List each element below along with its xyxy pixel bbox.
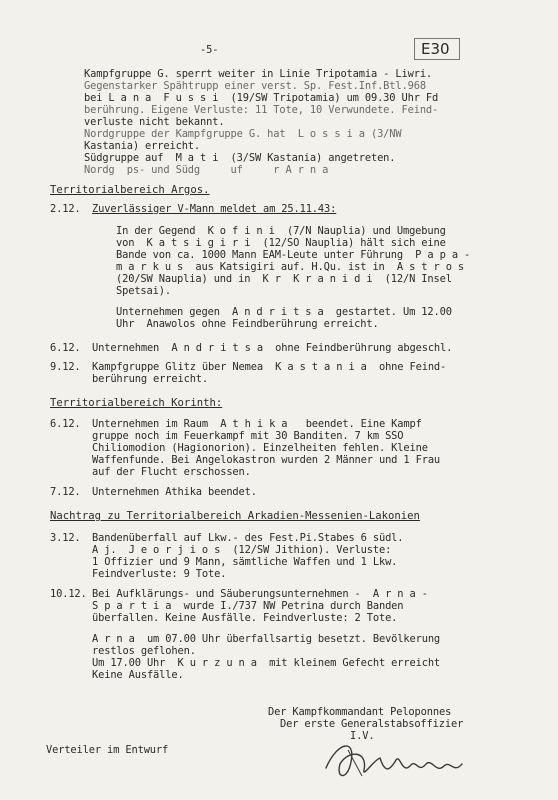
section-heading-nachtrag: Nachtrag zu Territorialbereich Arkadien-Messenien-Lakonien — [50, 510, 420, 522]
signature-line-3: I.V. — [350, 730, 375, 742]
entry-line: von K a t s i g i r i (12/SO Nauplia) hält sich eine — [116, 237, 446, 249]
signature-line-1: Der Kampfkommandant Peloponnes — [268, 706, 452, 718]
entry-line: Um 17.00 Uhr K u r z u n a mit kleinem Gefecht erreicht — [92, 657, 441, 669]
top-line-1: Kampfgruppe G. sperrt weiter in Linie Tripotamia - Liwri. — [84, 68, 433, 80]
top-line-2: Gegenstarker Spähtrupp einer verst. Sp. Fest.Inf.Btl.968 — [84, 80, 426, 92]
signature-line-2: Der erste Generalstabsoffizier — [280, 718, 464, 730]
entry-line: Unternehmen gegen A n d r i t s a gestartet. Um 12.00 — [116, 306, 452, 318]
top-line-6: Nordgruppe der Kampfgruppe G. hat L o s s i a (3/NW — [84, 128, 402, 140]
top-line-4: berührung. Eigene Verluste: 11 Tote, 10 Verwundete. Feind- — [84, 104, 439, 116]
entry-line: Zuverlässiger V-Mann meldet am 25.11.43: — [92, 203, 337, 215]
entry-line: A j. J e o r j i o s (12/SW Jithion). Verluste: — [92, 544, 392, 556]
entry-line: A r n a um 07.00 Uhr überfallsartig besetzt. Bevölkerung — [92, 633, 441, 645]
entry-line: 1 Offizier und 9 Mann, sämtliche Waffen und 1 Lkw. — [92, 556, 398, 568]
entry-line: Waffenfunde. Bei Angelokastron wurden 2 Männer und 1 Frau — [92, 454, 441, 466]
entry-line: Feindverluste: 9 Tote. — [92, 568, 227, 580]
distribution-note: Verteiler im Entwurf — [46, 744, 169, 756]
top-line-3: bei L a n a F u s s i (19/SW Tripotamia) um 09.30 Uhr Fd — [84, 92, 439, 104]
entry-date: 2.12. — [50, 203, 81, 215]
entry-date: 3.12. — [50, 532, 81, 544]
entry-line: Unternehmen Athika beendet. — [92, 486, 257, 498]
entry-line: In der Gegend K o f i n i (7/N Nauplia) und Umgebung — [116, 225, 446, 237]
entry-date: 7.12. — [50, 486, 81, 498]
section-heading-korinth: Territorialbereich Korinth: — [50, 397, 223, 409]
entry-line: Keine Ausfälle. — [92, 669, 184, 681]
entry-line: Chiliomodion (Hagionorion). Einzelheiten fehlen. Kleine — [92, 442, 428, 454]
entry-line: überfallen. Keine Ausfälle. Feindverluste: 2 Tote. — [92, 612, 398, 624]
entry-line: Unternehmen im Raum A t h i k a beendet. Eine Kampf — [92, 418, 422, 430]
entry-date: 9.12. — [50, 361, 81, 373]
entry-line: m a r k u s aus Katsigiri auf. H.Qu. ist in A s t r o s — [116, 261, 465, 273]
top-line-7: Kastania) erreicht. — [84, 140, 201, 152]
top-line-8: Südgruppe auf M a t i (3/SW Kastania) angetreten. — [84, 152, 396, 164]
entry-line: Bande von ca. 1000 Mann EAM-Leute unter Führung P a p a - — [116, 249, 471, 261]
top-line-9: Nordg ps- und Südg uf r A r n a — [84, 164, 329, 176]
entry-line: Spetsai). — [116, 285, 171, 297]
entry-line: Kampfgruppe Glitz über Nemea K a s t a n i a ohne Feind- — [92, 361, 447, 373]
entry-line: Bei Aufklärungs- und Säuberungsunternehmen - A r n a - — [92, 588, 428, 600]
entry-line: restlos geflohen. — [92, 645, 196, 657]
entry-line: S p a r t i a wurde I./737 NW Petrina durch Banden — [92, 600, 404, 612]
entry-line: Unternehmen A n d r i t s a ohne Feindberührung abgeschl. — [92, 342, 453, 354]
section-heading-argos: Territorialbereich Argos. — [50, 184, 210, 196]
entry-line: berührung erreicht. — [92, 373, 209, 385]
page-number: -5- — [200, 44, 219, 56]
entry-date: 6.12. — [50, 342, 81, 354]
entry-line: Bandenüberfall auf Lkw.- des Fest.Pi.Stabes 6 südl. — [92, 532, 404, 544]
handwritten-signature — [318, 730, 488, 790]
top-line-5: verluste nicht bekannt. — [84, 116, 225, 128]
entry-line: Uhr Anawolos ohne Feindberührung erreicht. — [116, 318, 379, 330]
entry-date: 6.12. — [50, 418, 81, 430]
stamp-number: E30 — [421, 40, 450, 58]
entry-date: 10.12. — [50, 588, 87, 600]
entry-line: gruppe noch im Feuerkampf mit 30 Banditen. 7 km SSO — [92, 430, 404, 442]
entry-line: auf der Flucht erschossen. — [92, 466, 251, 478]
entry-line: (20/SW Nauplia) und in K r K r a n i d i (12/N Insel — [116, 273, 452, 285]
